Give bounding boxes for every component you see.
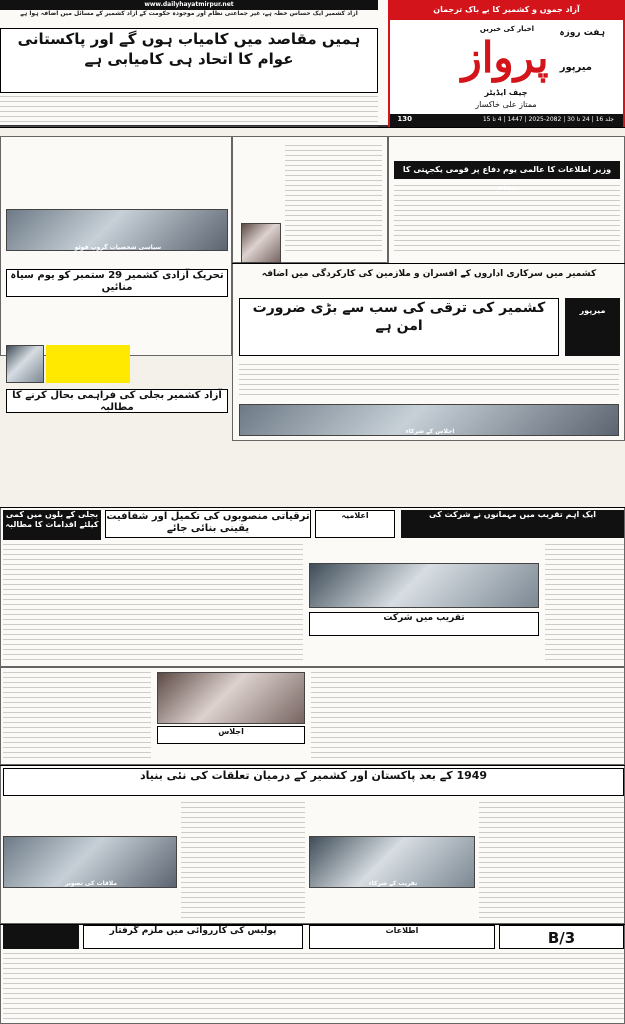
left-column: [0, 136, 232, 413]
portrait-mid: [241, 223, 281, 263]
middle-divider: [0, 507, 625, 508]
middle-right-lines: [545, 544, 624, 664]
right-banner: وزیر اطلاعات کا عالمی یوم دفاع پر قومی یکجہتی کا پیغام: [394, 161, 620, 179]
middle-headline-mid: اعلامیہ: [315, 510, 395, 538]
top-divider: [0, 127, 625, 128]
center-headline: کشمیر میں سرکاری اداروں کے افسران و ملازمین کی کارکردگی میں اضافہ: [261, 269, 597, 279]
bottom-divider: [0, 924, 625, 925]
middle-band: [0, 507, 625, 667]
masthead-note: اخبار کی خبریں: [479, 25, 535, 33]
masthead: [0, 0, 625, 127]
lower-band: [0, 667, 625, 765]
bottom-group-photo: [309, 836, 475, 888]
center-upper-lines: [285, 145, 382, 255]
edition-label: میرپور: [559, 62, 592, 73]
top-line-text: آزاد جموں و کشمیر کا بے باک ترجمان: [433, 5, 580, 14]
lower-photo-headline: اجلاس: [157, 726, 305, 744]
left-headline-1: تحریک آزادی کشمیر 29 ستمبر کو یوم سیاہ منائیں: [6, 269, 228, 297]
right-upper-column: [388, 136, 625, 264]
title-topline: [390, 2, 623, 20]
lower-divider: [0, 765, 625, 766]
website-bar[interactable]: www.dailyhayatmirpur.net: [0, 0, 378, 10]
top-lines: [0, 96, 378, 127]
lower-photo: [157, 672, 305, 724]
center-divider: [232, 263, 625, 264]
middle-photo: [309, 563, 539, 608]
editor-label: چیف ایڈیٹر: [484, 88, 528, 97]
issue-line: جلد 16 | 24 تا 30 | 2082-2025 | 1447 | 4 تا 15: [482, 116, 614, 123]
editor-name: ممتاز علی خاکسار: [475, 100, 537, 109]
bottom-left-black: [3, 925, 79, 949]
group-photo-caption: سیاسی شخصیات گروپ فوٹو: [74, 244, 162, 251]
center-upper-column: [232, 136, 388, 263]
yellow-note: [46, 345, 130, 383]
crowd-photo-caption: اجلاس کے شرکاء: [405, 428, 455, 435]
bottom-sidebar: B/3: [499, 925, 624, 949]
top-headline: ہمیں مقاصد میں کامیاب ہوں گے اور پاکستانی عوام کا اتحاد ہی کامیابی ہے: [0, 28, 378, 93]
center-side-tag: میرپور: [565, 298, 620, 356]
left-black-box: بجلی کے بلوں میں کمی کیلئے اقدامات کا مطالبہ: [3, 510, 101, 540]
main-center: [232, 263, 625, 441]
lower-left-lines: [3, 672, 151, 762]
bottom-middle-lines: [181, 802, 305, 920]
bottom-group-caption: تقریب کے شرکاء: [368, 880, 418, 887]
bottom-photo-caption: ملاقات کی تصویر: [64, 880, 118, 887]
center-big-headline: کشمیر کی ترقی کی سب سے بڑی ضرورت امن ہے: [239, 298, 559, 356]
bottom-row-headline-left: پولیس کی کارروائی میں ملزم گرفتار: [83, 925, 303, 949]
bottom-row-lines: [3, 953, 624, 1021]
right-black-box: ایک اہم تقریب میں مہمانوں نے شرکت کی: [401, 510, 624, 538]
bottom-main: [0, 765, 625, 924]
middle-photo-headline: تقریب میں شرکت: [309, 612, 539, 636]
issue-bar: [390, 114, 623, 127]
portrait-left: [6, 345, 44, 383]
crowd-photo: [239, 404, 619, 436]
top-subhead: آزاد کشمیر ایک حساس خطہ ہے، غیر جماعتی نظام اور موجودہ حکومت کے آزاد کشمیر کے مسائل میں اضافہ ہوا ہے: [20, 10, 358, 17]
bottom-photo: [3, 836, 177, 888]
bottom-headline: 1949 کے بعد پاکستان اور کشمیر کے درمیان تعلقات کی نئی بنیاد: [3, 768, 624, 796]
middle-left-lines: [3, 544, 303, 664]
middle-headline-left: ترقیاتی منصوبوں کی تکمیل اور شفافیت یقینی بنائی جائے: [105, 510, 311, 538]
left-headline-2: آزاد کشمیر بجلی کی فراہمی بحال کرنے کا مطالبہ: [6, 389, 228, 413]
title-block: [388, 0, 625, 127]
bottom-row-headline-right: اطلاعات: [309, 925, 495, 949]
frequency-label: ہفت روزہ: [559, 28, 605, 38]
center-lines: [239, 364, 619, 396]
right-upper-lines: [394, 185, 620, 251]
paper-name: پرواز: [461, 33, 549, 82]
bottom-row: [0, 924, 625, 1024]
bottom-right-lines: [479, 802, 624, 920]
price: 130: [397, 115, 412, 123]
group-photo: [6, 209, 228, 251]
lower-right-lines: [311, 672, 624, 762]
